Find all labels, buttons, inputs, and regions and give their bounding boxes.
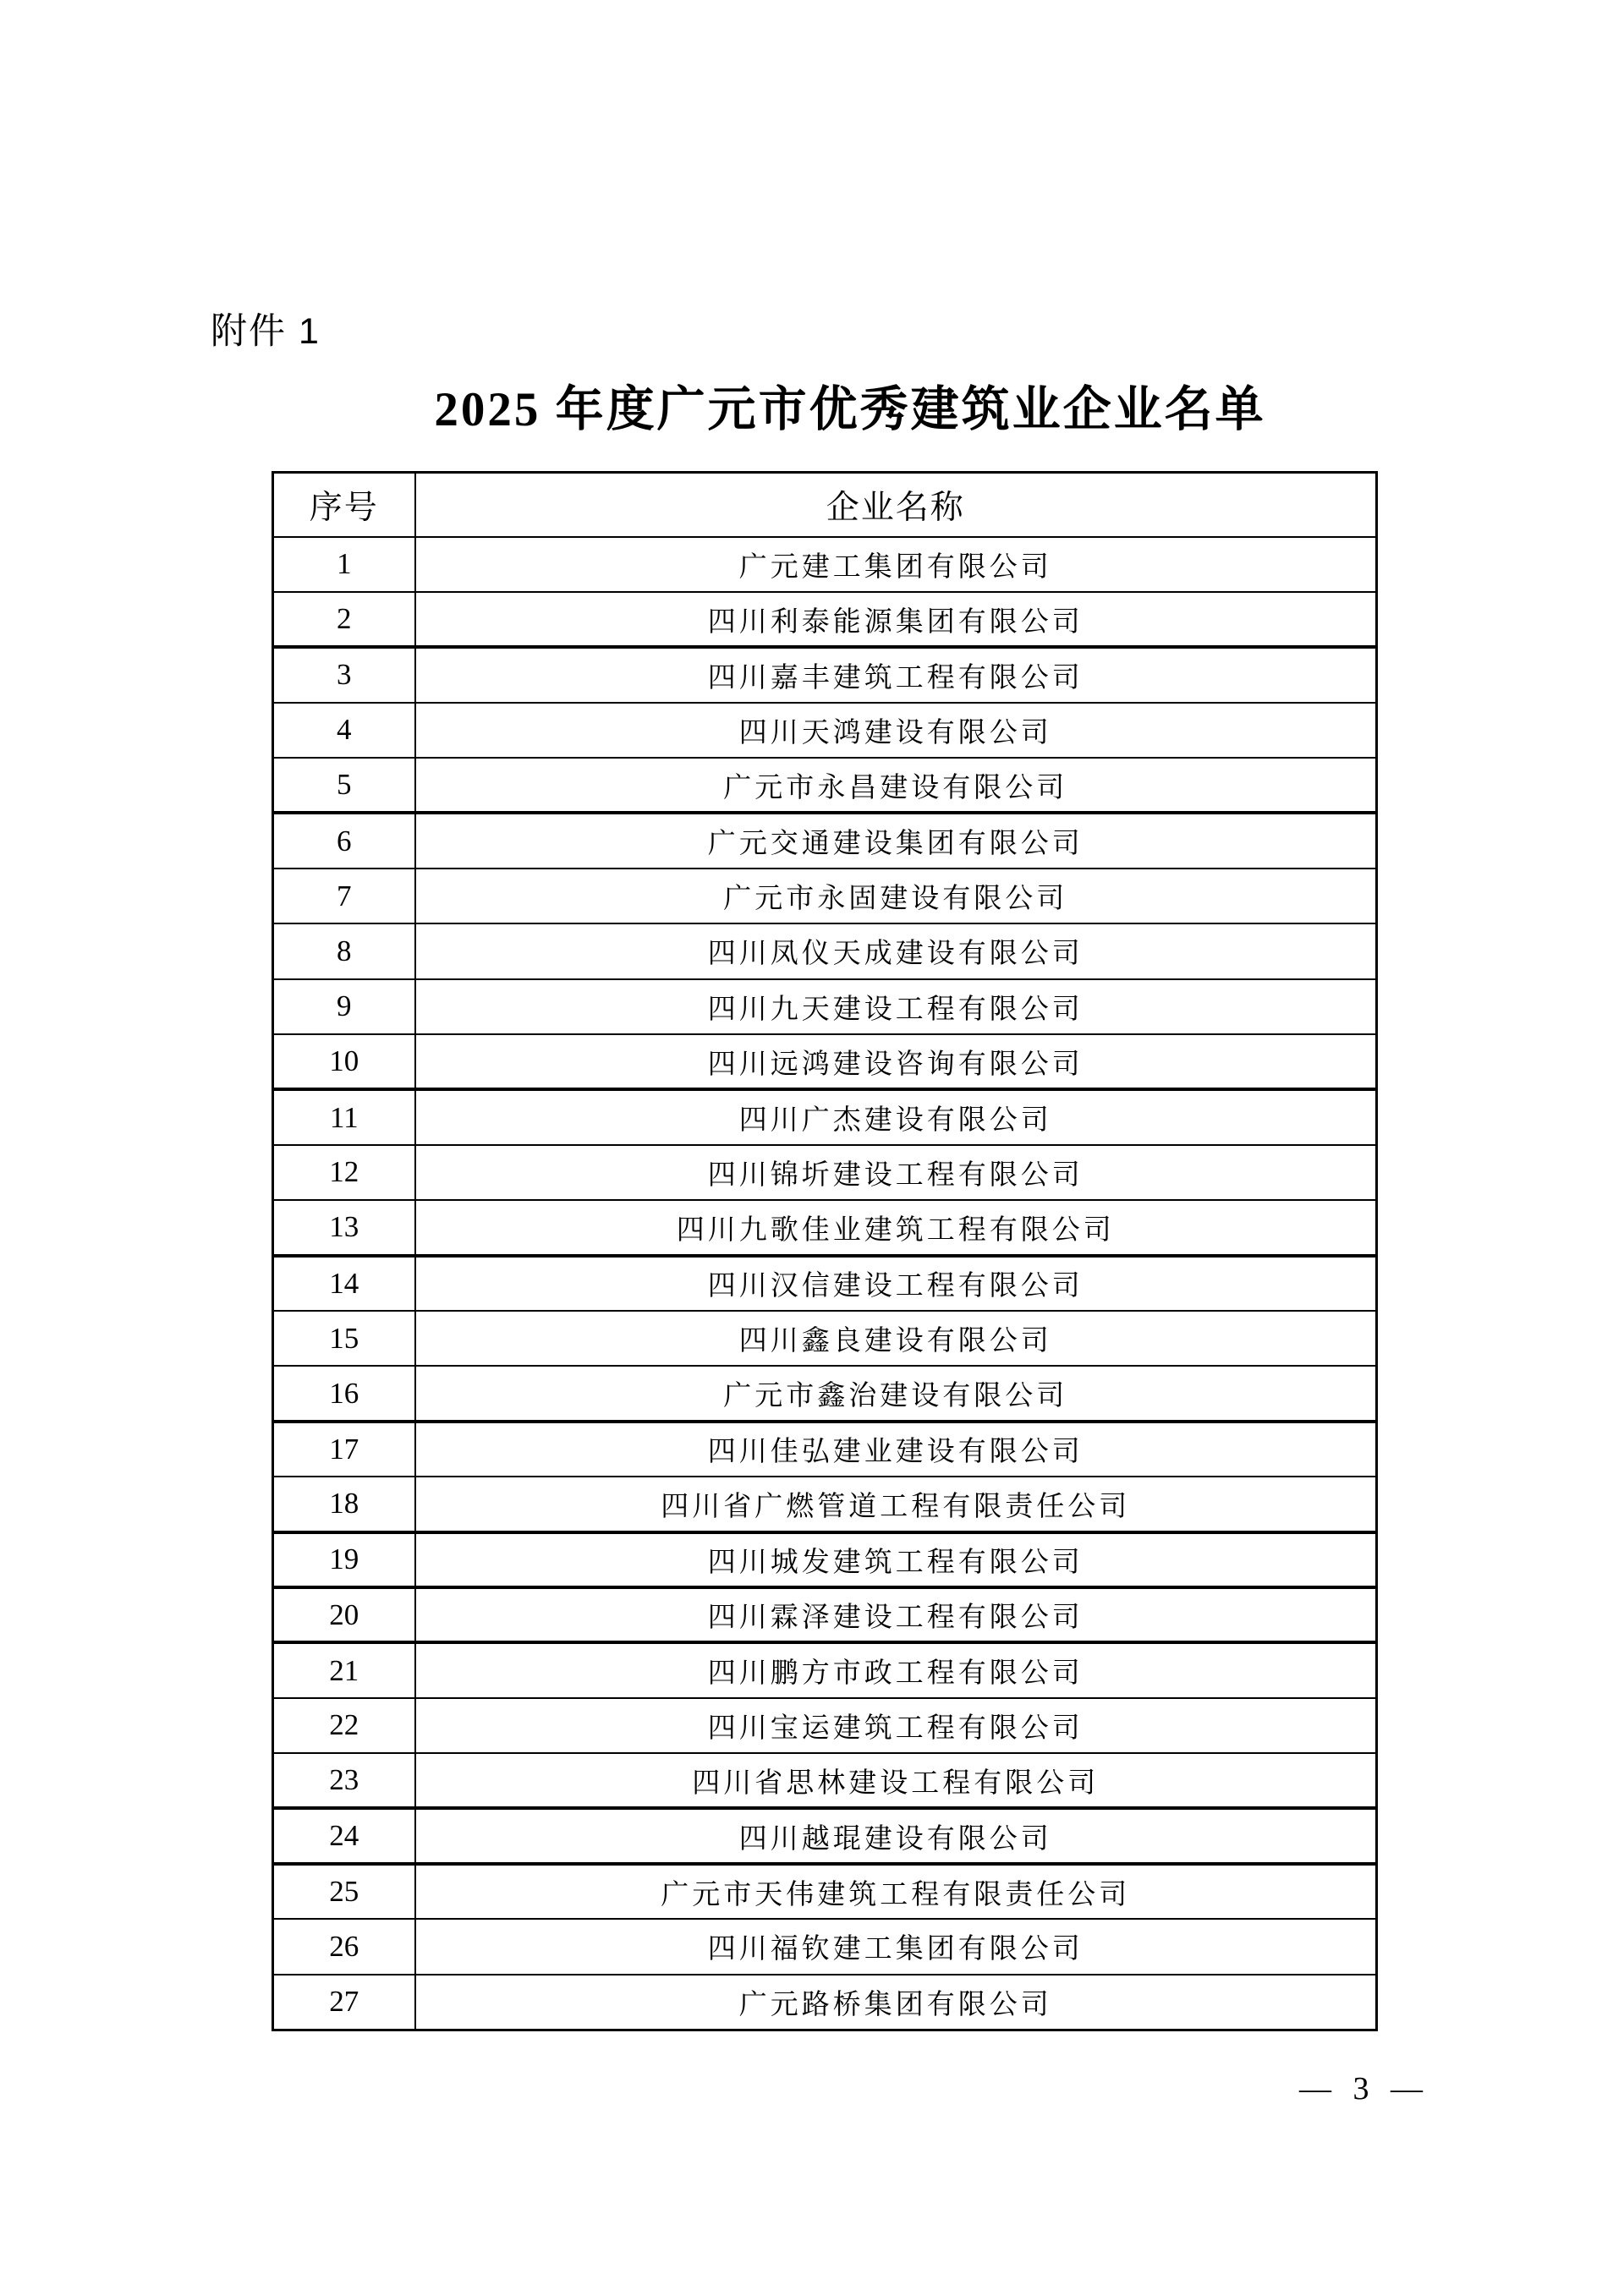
row-number: 21 [273,1642,415,1697]
table-row [273,1145,1377,1200]
company-name: 四川省思林建设工程有限公司 [415,1753,1377,1808]
row-number: 5 [273,758,415,813]
row-number: 22 [273,1698,415,1753]
company-name: 四川嘉丰建筑工程有限公司 [415,647,1377,702]
row-number: 16 [273,1366,415,1421]
table-row [273,1034,1377,1089]
company-name: 四川锦圻建设工程有限公司 [415,1145,1377,1200]
company-name: 四川佳弘建业建设有限公司 [415,1422,1377,1477]
row-number: 11 [273,1089,415,1144]
row-number: 23 [273,1753,415,1808]
row-number: 7 [273,869,415,923]
company-table [272,471,1378,2031]
table-row [273,1864,1377,1919]
company-name: 四川城发建筑工程有限公司 [415,1532,1377,1587]
row-number: 26 [273,1919,415,1974]
column-header-name: 企业名称 [415,473,1377,537]
company-name: 广元路桥集团有限公司 [415,1975,1377,2030]
row-number: 2 [273,592,415,647]
row-number: 4 [273,703,415,758]
table-row [273,537,1377,592]
company-name: 四川远鸿建设咨询有限公司 [415,1034,1377,1089]
company-name: 广元交通建设集团有限公司 [415,813,1377,868]
company-name: 四川九天建设工程有限公司 [415,979,1377,1034]
table-row [273,1642,1377,1697]
table-row [273,1532,1377,1587]
row-number: 6 [273,813,415,868]
row-number: 17 [273,1422,415,1477]
company-name: 四川鑫良建设有限公司 [415,1311,1377,1366]
row-number: 24 [273,1808,415,1863]
table-row [273,1808,1377,1863]
row-number: 14 [273,1256,415,1311]
row-number: 8 [273,923,415,978]
company-name: 四川广杰建设有限公司 [415,1089,1377,1144]
company-name: 四川天鸿建设有限公司 [415,703,1377,758]
company-name: 四川汉信建设工程有限公司 [415,1256,1377,1311]
table-row [273,1256,1377,1311]
company-name: 广元市鑫治建设有限公司 [415,1366,1377,1421]
table-row [273,1366,1377,1421]
page-title: 2025 年度广元市优秀建筑业企业名单 [434,383,1266,436]
row-number: 3 [273,647,415,702]
table-row [273,592,1377,647]
company-name: 四川福钦建工集团有限公司 [415,1919,1377,1974]
column-header-no: 序号 [273,473,415,537]
page-number: — 3 — [1299,2071,1429,2107]
table-row [273,703,1377,758]
row-number: 20 [273,1587,415,1642]
company-name: 四川凤仪天成建设有限公司 [415,923,1377,978]
table-row [273,1975,1377,2030]
row-number: 18 [273,1477,415,1532]
table-row [273,979,1377,1034]
row-number: 12 [273,1145,415,1200]
table-row [273,1919,1377,1974]
company-name: 四川鹏方市政工程有限公司 [415,1642,1377,1697]
row-number: 13 [273,1200,415,1255]
table-row [273,758,1377,813]
table-row [273,1698,1377,1753]
company-name: 四川利泰能源集团有限公司 [415,592,1377,647]
row-number: 10 [273,1034,415,1089]
company-name: 四川越琨建设有限公司 [415,1808,1377,1863]
table-row [273,1422,1377,1477]
table-header-row [273,473,1377,537]
table-row [273,1753,1377,1808]
row-number: 25 [273,1864,415,1919]
table-row [273,869,1377,923]
company-name: 广元市永固建设有限公司 [415,869,1377,923]
company-name: 广元市天伟建筑工程有限责任公司 [415,1864,1377,1919]
company-name: 广元市永昌建设有限公司 [415,758,1377,813]
company-name: 四川九歌佳业建筑工程有限公司 [415,1200,1377,1255]
table-row [273,813,1377,868]
company-name: 四川霖泽建设工程有限公司 [415,1587,1377,1642]
table-row [273,923,1377,978]
company-name: 四川宝运建筑工程有限公司 [415,1698,1377,1753]
row-number: 19 [273,1532,415,1587]
company-name: 四川省广燃管道工程有限责任公司 [415,1477,1377,1532]
table-row [273,1089,1377,1144]
table-row [273,1477,1377,1532]
company-name: 广元建工集团有限公司 [415,537,1377,592]
row-number: 15 [273,1311,415,1366]
table-row [273,1311,1377,1366]
row-number: 27 [273,1975,415,2030]
row-number: 9 [273,979,415,1034]
table-row [273,1200,1377,1255]
table-row [273,1587,1377,1642]
row-number: 1 [273,537,415,592]
table-row [273,647,1377,702]
attachment-label: 附件 1 [211,311,321,352]
